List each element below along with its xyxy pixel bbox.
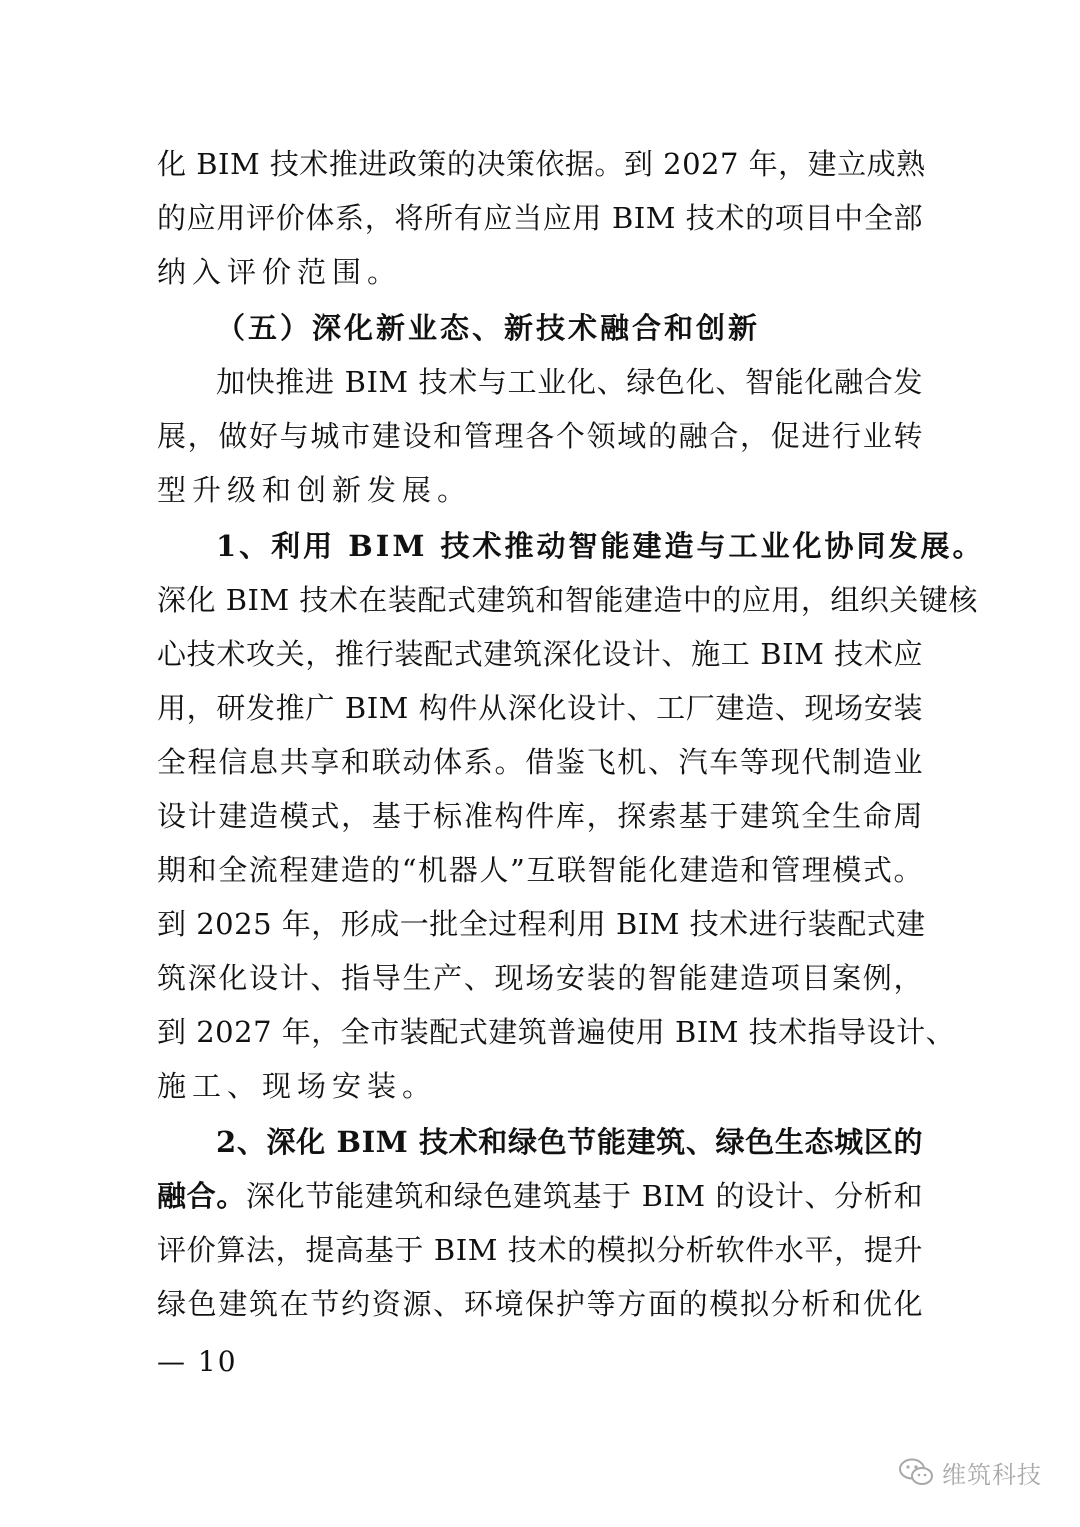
- text-line-12: 全程信息共享和联动体系。借鉴飞机、汽车等现代制造业: [157, 745, 923, 779]
- subheading-2-continued: 融合。: [157, 1179, 247, 1213]
- text-line-1: 化 BIM 技术推进政策的决策依据。到 2027 年，建立成熟: [157, 147, 926, 181]
- text-line-18: 施工、现场安装。: [157, 1069, 438, 1103]
- subheading-1: 1、利用 BIM 技术推动智能建造与工业化协同发展。: [216, 529, 985, 563]
- watermark: [898, 1452, 1042, 1492]
- text-line-15: 到 2025 年，形成一批全过程利用 BIM 技术进行装配式建: [157, 907, 926, 941]
- text-line-14: 期和全流程建造的“机器人”互联智能化建造和管理模式。: [157, 853, 923, 887]
- section-heading: （五）深化新业态、新技术融合和创新: [216, 311, 761, 345]
- text-line-3: 纳入评价范围。: [157, 255, 403, 289]
- text-line-20: [157, 1169, 923, 1223]
- wechat-icon: [898, 1457, 934, 1487]
- text-line-10: 心技术攻关，推行装配式建筑深化设计、施工 BIM 技术应: [157, 637, 923, 671]
- text-line-7: 型升级和创新发展。: [157, 473, 473, 507]
- text-line-11: 用，研发推广 BIM 构件从深化设计、工厂建造、现场安装: [157, 691, 923, 725]
- text-line-20-body: 深化节能建筑和绿色建筑基于 BIM 的设计、分析和: [246, 1179, 923, 1213]
- subheading-2: 2、深化 BIM 技术和绿色节能建筑、绿色生态城区的: [216, 1125, 923, 1159]
- text-line-6: 展，做好与城市建设和管理各个领域的融合，促进行业转: [157, 419, 923, 453]
- text-line-22: 绿色建筑在节约资源、环境保护等方面的模拟分析和优化: [157, 1287, 923, 1321]
- text-line-9: 深化 BIM 技术在装配式建筑和智能建造中的应用，组织关键核: [157, 583, 978, 617]
- text-line-17: 到 2027 年，全市装配式建筑普遍使用 BIM 技术指导设计、: [157, 1015, 956, 1049]
- text-line-5: 加快推进 BIM 技术与工业化、绿色化、智能化融合发: [216, 365, 923, 399]
- text-line-13: 设计建造模式，基于标准构件库，探索基于建筑全生命周: [157, 799, 923, 833]
- text-line-16: 筑深化设计、指导生产、现场安装的智能建造项目案例，: [157, 961, 923, 995]
- watermark-text: 维筑科技: [942, 1460, 1042, 1489]
- page-number: — 10: [157, 1345, 238, 1378]
- text-line-2: 的应用评价体系，将所有应当应用 BIM 技术的项目中全部: [157, 201, 923, 235]
- text-line-21: 评价算法，提高基于 BIM 技术的模拟分析软件水平，提升: [157, 1233, 923, 1267]
